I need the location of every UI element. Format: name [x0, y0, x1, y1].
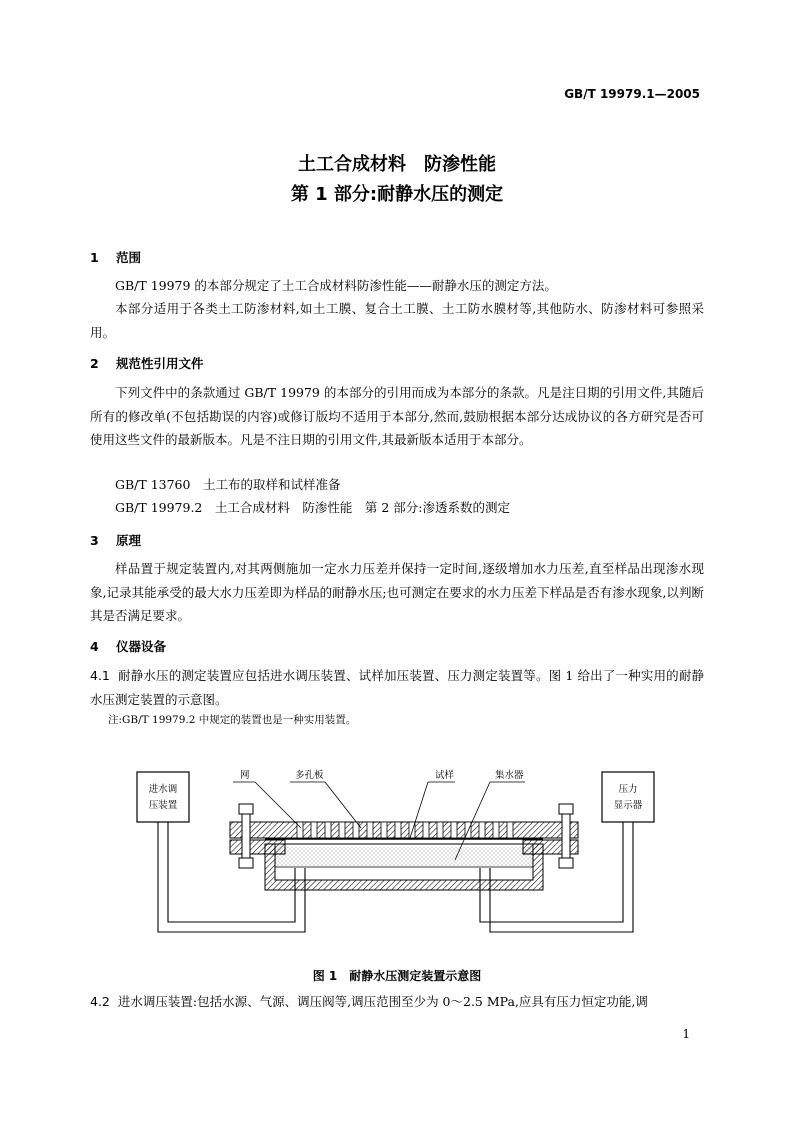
section-3-heading — [90, 531, 141, 549]
left-box-label-line1: 进水调 — [148, 784, 178, 795]
section-3-para-1: 样品置于规定装置内,对其两侧施加一定水力压差并保持一定时间,逐级增加水力压差,直至样品出现渗水现象,记录其能承受的最大水力压差即为样品的耐静水压;也可测定在要求的水力压差下样品是否有渗水现象,以判断其是否满足要求。 — [90, 561, 704, 623]
label-water-collector: 集水器 — [495, 770, 524, 781]
figure-caption: 图 1 耐静水压测定装置示意图 — [312, 969, 482, 983]
right-box-label-line1: 压力 — [618, 784, 638, 795]
reference-1: GB/T 13760 土工布的取样和试样准备 — [115, 477, 341, 492]
section-1-para-2: 本部分适用于各类土工防渗材料,如土工膜、复合土工膜、土工防水膜材等,其他防水、防渗材料可参照采用。 — [90, 301, 704, 340]
perforated-plate — [230, 822, 578, 838]
reference-2: GB/T 19979.2 土工合成材料 防渗性能 第 2 部分:渗透系数的测定 — [115, 500, 510, 515]
section-title: 原理 — [116, 533, 142, 548]
clause-number: 4.1 — [90, 668, 110, 683]
label-sample: 试样 — [435, 770, 455, 781]
doc-title-line2: 第 1 部分:耐静水压的测定 — [290, 184, 504, 205]
section-number: 1 — [90, 250, 99, 265]
page-number: 1 — [682, 1027, 690, 1041]
section-4-heading — [90, 637, 166, 655]
section-number: 2 — [90, 356, 99, 371]
water — [275, 847, 533, 867]
clause-text: 进水调压装置:包括水源、气源、调压阀等,调压范围至少为 0～2.5 MPa,应具有压力恒定功能,调 — [117, 994, 648, 1009]
section-2-para-1: 下列文件中的条款通过 GB/T 19979 的本部分的引用而成为本部分的条款。凡是注日期的引用文件,其随后所有的修改单(不包括勘误的内容)或修订版均不适用于本部分,然而,鼓励根据本部分达成协议的各方研究是否可使用这些文件的最新版本。凡是不注日期的引用文件,其最新版本适用于本部分。 — [90, 385, 704, 447]
section-title: 仪器设备 — [116, 639, 167, 654]
right-box-label-line2: 显示器 — [613, 800, 643, 811]
section-number: 3 — [90, 533, 99, 548]
left-box-label-line2: 压装置 — [148, 800, 178, 811]
clause-4-1 — [90, 664, 704, 711]
note: 注:GB/T 19979.2 中规定的装置也是一种实用装置。 — [108, 714, 357, 726]
water-pressure-regulator-box — [137, 772, 189, 822]
label-perforated-plate: 多孔板 — [295, 770, 324, 781]
section-number: 4 — [90, 639, 99, 654]
label-net: 网 — [240, 770, 250, 781]
clause-4-2 — [90, 990, 704, 1014]
lower-flange-left — [230, 840, 285, 854]
standard-code: GB/T 19979.1—2005 — [564, 87, 700, 101]
section-title: 规范性引用文件 — [116, 356, 204, 371]
clause-number: 4.2 — [90, 994, 110, 1009]
clause-text: 耐静水压的测定装置应包括进水调压装置、试样加压装置、压力测定装置等。图 1 给出了一种实用的耐静水压测定装置的示意图。 — [90, 668, 704, 707]
section-1-para-1: GB/T 19979 的本部分规定了土工合成材料防渗性能——耐静水压的测定方法。 — [115, 278, 557, 293]
section-2-heading — [90, 354, 204, 372]
section-title: 范围 — [116, 250, 142, 265]
section-1-heading — [90, 248, 141, 266]
figure-1-diagram — [125, 760, 670, 960]
pressure-display-box — [602, 772, 654, 822]
doc-title-line1: 土工合成材料 防渗性能 — [298, 154, 496, 175]
